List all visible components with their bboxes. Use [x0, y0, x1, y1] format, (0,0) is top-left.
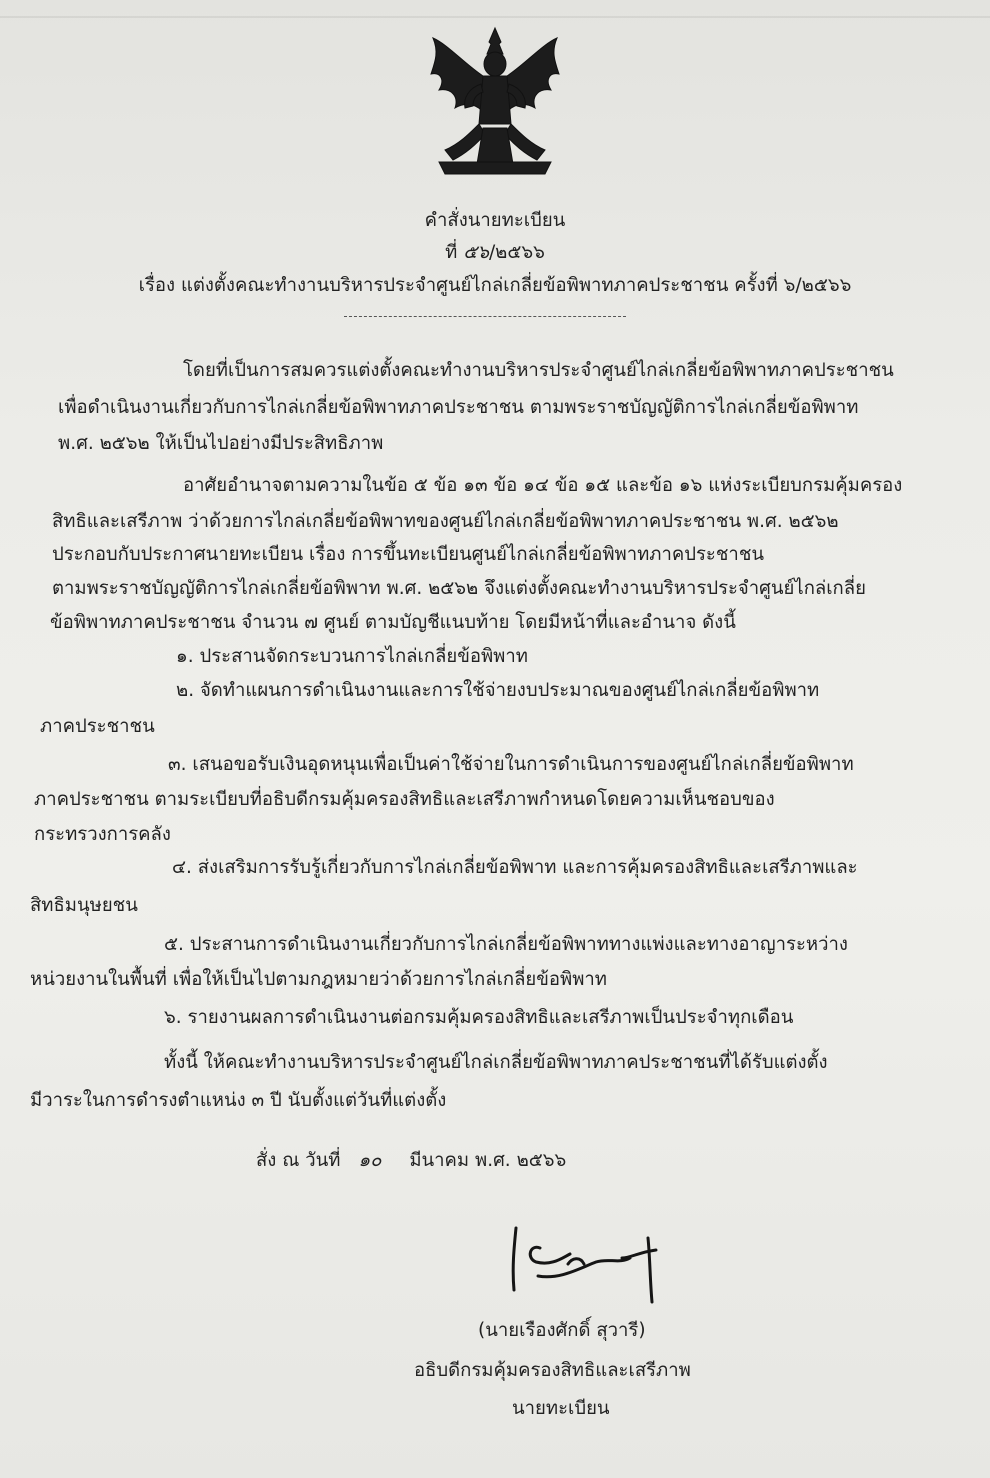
order-number-handwritten: ๕๖: [463, 242, 489, 263]
order-title: คำสั่งนายทะเบียน: [424, 210, 566, 231]
order-number-prefix: ที่: [445, 242, 458, 263]
body-line: สิทธิและเสรีภาพ ว่าด้วยการไกล่เกลี่ยข้อพิพาทของศูนย์ไกล่เกลี่ยข้อพิพาทภาคประชาชน พ.ศ. ๒๕๖๒: [52, 511, 839, 532]
body-line: พ.ศ. ๒๕๖๒ ให้เป็นไปอย่างมีประสิทธิภาพ: [58, 433, 384, 454]
order-subject: เรื่อง แต่งตั้งคณะทำงานบริหารประจำศูนย์ไกล่เกลี่ยข้อพิพาทภาคประชาชน ครั้งที่ ๖/๒๕๖๖: [138, 275, 852, 296]
garuda-emblem: [425, 24, 565, 184]
list-item-2-continued: ภาคประชาชน: [40, 716, 155, 737]
list-item-6: ๖. รายงานผลการดำเนินงานต่อกรมคุ้มครองสิทธิและเสรีภาพเป็นประจำทุกเดือน: [164, 1007, 794, 1028]
list-item-3-continued: ภาคประชาชน ตามระเบียบที่อธิบดีกรมคุ้มครองสิทธิและเสรีภาพกำหนดโดยความเห็นชอบของ: [34, 789, 775, 810]
list-item-1: ๑. ประสานจัดกระบวนการไกล่เกลี่ยข้อพิพาท: [176, 646, 528, 667]
list-item-4: ๔. ส่งเสริมการรับรู้เกี่ยวกับการไกล่เกลี่ยข้อพิพาท และการคุ้มครองสิทธิและเสรีภาพและ: [172, 857, 858, 878]
list-item-2: ๒. จัดทำแผนการดำเนินงานและการใช้จ่ายงบประมาณของศูนย์ไกล่เกลี่ยข้อพิพาท: [176, 680, 820, 701]
signer-position: อธิบดีกรมคุ้มครองสิทธิและเสรีภาพ: [414, 1360, 691, 1381]
body-line: อาศัยอำนาจตามความในข้อ ๕ ข้อ ๑๓ ข้อ ๑๔ ข้อ ๑๕ และข้อ ๑๖ แห่งระเบียบกรมคุ้มครอง: [183, 475, 903, 496]
date-month-year: มีนาคม พ.ศ. ๒๕๖๖: [409, 1150, 567, 1171]
closing-line-continued: มีวาระในการดำรงตำแหน่ง ๓ ปี นับตั้งแต่วันที่แต่งตั้ง: [30, 1090, 447, 1111]
date-day-handwritten: ๑๐: [358, 1150, 382, 1171]
date-prefix: สั่ง ณ วันที่: [256, 1150, 341, 1171]
order-number-suffix: /๒๕๖๖: [488, 242, 545, 263]
signer-name: (นายเรืองศักดิ์ สุวารี): [478, 1320, 646, 1341]
closing-line: ทั้งนี้ ให้คณะทำงานบริหารประจำศูนย์ไกล่เกลี่ยข้อพิพาทภาคประชาชนที่ได้รับแต่งตั้ง: [164, 1052, 828, 1073]
order-date: [256, 1148, 566, 1174]
list-item-4-continued: สิทธิมนุษยชน: [30, 895, 138, 916]
list-item-5-continued: หน่วยงานในพื้นที่ เพื่อให้เป็นไปตามกฎหมายว่าด้วยการไกล่เกลี่ยข้อพิพาท: [30, 969, 608, 990]
order-number: [0, 240, 990, 266]
list-item-3-continued: กระทรวงการคลัง: [34, 824, 171, 845]
body-line: ข้อพิพาทภาคประชาชน จำนวน ๗ ศูนย์ ตามบัญชีแนบท้าย โดยมีหน้าที่และอำนาจ ดังนี้: [50, 612, 736, 633]
handwritten-signature: [500, 1218, 670, 1308]
list-item-3: ๓. เสนอขอรับเงินอุดหนุนเพื่อเป็นค่าใช้จ่ายในการดำเนินการของศูนย์ไกล่เกลี่ยข้อพิพาท: [168, 754, 854, 775]
body-line: ประกอบกับประกาศนายทะเบียน เรื่อง การขึ้นทะเบียนศูนย์ไกล่เกลี่ยข้อพิพาทภาคประชาชน: [52, 544, 765, 565]
body-line: เพื่อดำเนินงานเกี่ยวกับการไกล่เกลี่ยข้อพิพาทภาคประชาชน ตามพระราชบัญญัติการไกล่เกลี่ยข้อพิพาท: [58, 397, 859, 418]
body-line: ตามพระราชบัญญัติการไกล่เกลี่ยข้อพิพาท พ.ศ. ๒๕๖๒ จึงแต่งตั้งคณะทำงานบริหารประจำศูนย์ไกล่เกลี่ย: [52, 578, 866, 599]
signer-role: นายทะเบียน: [512, 1398, 610, 1419]
body-line: โดยที่เป็นการสมควรแต่งตั้งคณะทำงานบริหารประจำศูนย์ไกล่เกลี่ยข้อพิพาทภาคประชาชน: [183, 360, 894, 381]
subject-divider: [344, 316, 626, 317]
list-item-5: ๕. ประสานการดำเนินงานเกี่ยวกับการไกล่เกลี่ยข้อพิพาททางแพ่งและทางอาญาระหว่าง: [164, 934, 848, 955]
paper-fold-line: [0, 16, 990, 18]
